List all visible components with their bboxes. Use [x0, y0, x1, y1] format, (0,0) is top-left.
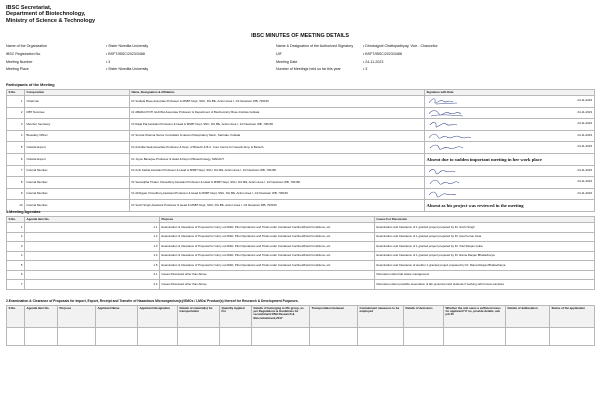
signature-cell — [425, 165, 595, 177]
sno-cell: 6 — [7, 270, 25, 280]
agenda-table — [6, 216, 595, 290]
info-value: • 3 — [106, 59, 111, 64]
column-header: Name ,Designation & Affiliation — [130, 90, 425, 96]
table-row — [7, 270, 595, 280]
empty-cell — [358, 328, 404, 346]
signature-cell — [425, 130, 595, 142]
signature-cell — [425, 153, 595, 165]
handwritten-signature — [427, 166, 477, 177]
composition-cell: Internal Member — [25, 188, 130, 200]
table-row — [7, 328, 595, 346]
info-label: Meeting Number — [6, 59, 33, 64]
info-value: • BSFT/IBSC/2023/3488 — [363, 51, 402, 56]
signature-date: 24-11-2023 — [577, 109, 592, 114]
name-cell: Dr Abhigyan Choudhury,Assistant Professor & Head & MSBT Dept, SNU, DG Blk, Action Area I, 1/2 Newtown WB, 700156 — [130, 188, 425, 200]
sno-cell: 3 — [7, 242, 25, 252]
purpose-cell: Examination & Clearance of Proposal for Carry out R&D, Pilot Operations and Trials under Contained Confined/Field Conditions, etc — [160, 223, 375, 233]
empty-cell — [7, 328, 25, 346]
composition-cell: Outside Expert — [25, 153, 130, 165]
agenda-item-cell: 1.4 — [25, 251, 160, 261]
info-row — [6, 43, 594, 51]
info-row — [6, 66, 594, 74]
purpose-cell: Issues Discussed other than Above — [160, 270, 375, 280]
agenda-section-title: 1.Meeting Agendas — [6, 210, 41, 214]
empty-cell — [138, 328, 178, 346]
column-header: S.No. — [7, 217, 25, 223]
issuer-header — [6, 5, 95, 24]
handwritten-signature — [427, 96, 477, 107]
issue-cell: Examination and Clearance of 1 granted project prepared by Dr. Ipsa Kumar Jana — [375, 232, 595, 242]
composition-cell: Internal Member — [25, 177, 130, 189]
info-label: Meeting Place — [6, 67, 29, 72]
column-header: S.No. — [7, 306, 25, 328]
handwritten-signature — [427, 142, 477, 153]
info-value: • Dhrubajyoti Chattopadhyay, Vice - Chancellor — [363, 44, 438, 48]
table-row — [7, 165, 595, 177]
column-header: Agenda Item No. — [25, 217, 160, 223]
agenda-item-cell: 1.2 — [25, 232, 160, 242]
name-cell: Dr Sudipta Bose,Associate Professor & MSBT Dept, SNU, DG Blk, Action Area I, 1/2 Newtown WB, 700156 — [130, 96, 425, 108]
table-row — [7, 261, 595, 271]
signature-date: 24-11-2023 — [577, 132, 592, 137]
sno-cell: 1 — [7, 96, 25, 108]
empty-cell — [506, 328, 550, 346]
empty-cell — [25, 328, 58, 346]
sno-cell: 3 — [7, 119, 25, 131]
purpose-cell: Issues Discussed other than Above — [160, 280, 375, 290]
name-cell: Dr Amit Sarkar,Assistant Professor & Head & MSBT Dept, SNU, DG Blk, Action Area I, 1/2 Newtown WB, 700156 — [130, 165, 425, 177]
column-header: Composition — [25, 90, 130, 96]
table-row — [7, 223, 595, 233]
signature-date: 24-11-2023 — [577, 121, 592, 126]
column-header: S.No. — [7, 90, 25, 96]
purpose-cell: Examination & Clearance of Proposal for Carry out R&D, Pilot Operations and Trials under Contained Confined/Field Conditions, etc — [160, 261, 375, 271]
signature-date: 24-11-2023 — [577, 144, 592, 149]
table-row — [7, 242, 595, 252]
column-header: Signature with Date — [425, 90, 595, 96]
name-cell: Dr Anindita Seal,Associate Professor & Dept. of Biotech & B.C. Cure Centre for Genetic Eng. & Biotech. — [130, 142, 425, 154]
info-label: IBSC Registration No. — [6, 51, 42, 56]
signature-cell — [425, 200, 595, 212]
purpose-cell: Examination & Clearance of Proposal for Carry out R&D, Pilot Operations and Trials under Contained Confined/Field Conditions, etc — [160, 232, 375, 242]
issuer-line-2: Department of Biotechnology, — [6, 11, 86, 18]
participants-table — [6, 89, 595, 212]
empty-cell — [550, 328, 595, 346]
sno-cell: 10 — [7, 200, 25, 212]
sno-cell: 8 — [7, 177, 25, 189]
document-title: IBSC MINUTES OF MEETING DETAILS — [251, 33, 349, 39]
column-header: Status of the application — [550, 306, 595, 328]
name-cell: Dr Rajat Pal,Assistant Professor & Head & MSBT Dept, SNU, DG Blk, Action Area I, 1/2 Newtown WB, 700156 — [130, 119, 425, 131]
empty-cell — [444, 328, 506, 346]
issue-cell: Examination and Clearance of 1 granted project prepared by Dr. Rama Ranjan Bhattacharya — [375, 251, 595, 261]
name-cell: Dr ABHRAJYOTI GHOSH,Associate Professor & Department of Biochemistry Bose Institute Kolkata — [130, 107, 425, 119]
sno-cell: 4 — [7, 251, 25, 261]
info-value: • 24-11-2023 — [363, 59, 384, 64]
info-value: • 3 — [363, 67, 368, 72]
info-label: Name & Designation of the Authorized Signatory — [276, 44, 354, 48]
info-row — [6, 51, 594, 59]
name-cell: Dr Sumita Sharma,Senior Consultant & Head of Respiratory Medi., Salt lake, Kolkata — [130, 130, 425, 142]
info-value: • BSFT/IBSC/2023/3488 — [106, 51, 145, 56]
sno-cell: 5 — [7, 142, 25, 154]
info-value: • Sister Nivedita University — [106, 67, 149, 72]
assessment-table — [6, 305, 595, 346]
empty-cell — [96, 328, 138, 346]
empty-cell — [178, 328, 220, 346]
table-row — [7, 232, 595, 242]
table-header-row — [7, 306, 595, 328]
handwritten-signature — [427, 108, 477, 119]
table-row — [7, 280, 595, 290]
table-row — [7, 251, 595, 261]
handwritten-signature — [427, 119, 477, 130]
issue-cell: Examination and Clearance of 1 granted project prepared by Dr. Suchi Singh — [375, 223, 595, 233]
table-row — [7, 153, 595, 165]
info-label: UIF — [276, 51, 282, 56]
composition-cell: Internal Member — [25, 165, 130, 177]
purpose-cell: Examination & Clearance of Proposal for Carry out R&D, Pilot Operations and Trials under Contained Confined/Field Conditions, etc — [160, 251, 375, 261]
agenda-item-cell: 1.3 — [25, 242, 160, 252]
info-label: Name of the Organization — [6, 44, 47, 48]
table-row — [7, 119, 595, 131]
info-value: • Sister Nivedita University — [106, 44, 149, 48]
agenda-item-cell: 2.1 — [25, 270, 160, 280]
column-header: Details of deliberation — [506, 306, 550, 328]
signature-date: 24-11-2023 — [577, 190, 592, 195]
composition-cell: Chairman — [25, 96, 130, 108]
signature-date: 24-11-2023 — [577, 179, 592, 184]
handwritten-signature — [427, 177, 477, 188]
sno-cell: 5 — [7, 261, 25, 271]
signature-cell — [425, 188, 595, 200]
signature-cell — [425, 177, 595, 189]
sno-cell: 7 — [7, 165, 25, 177]
composition-cell: Internal Member — [25, 200, 130, 212]
signature-cell — [425, 142, 595, 154]
name-cell: Dr Samarjitha Thakur Chowdhury,Assistant Professor & Head & MSBT Dept, SNU, DG Blk, Action Area I, 1/2 Newtown WB, 700156 — [130, 177, 425, 189]
sno-cell: 9 — [7, 188, 25, 200]
column-header: Purpose — [58, 306, 96, 328]
column-header: Agenda Item No. — [25, 306, 58, 328]
signature-cell — [425, 107, 595, 119]
info-row — [6, 59, 594, 67]
signature-cell — [425, 119, 595, 131]
column-header: Details of decisions — [404, 306, 444, 328]
handwritten-signature — [427, 131, 477, 142]
table-row — [7, 107, 595, 119]
column-header: Details of belonging to RG group, as per Regulations & Guidelines for recombinant DNA Research & Biocontainment,2017 — [252, 306, 310, 328]
absence-note: Absent due to sudden important meeting in her work place — [426, 156, 542, 162]
issue-cell: Examination and Clearance of another 1 granted project prepared by Dr. Rama Ranjan Bhattacharya — [375, 261, 595, 271]
issue-cell: Discussion about lab waste management — [375, 270, 595, 280]
name-cell: Dr Suchi Singh,Assistant Professor & Head & MSBT Dept, SNU, DG Blk, Action Area I, 1/2 Newtown WB, 700156 — [130, 200, 425, 212]
column-header: Issues For Discussion — [375, 217, 595, 223]
meeting-info — [6, 43, 594, 74]
composition-cell: DBT Nominee — [25, 107, 130, 119]
column-header: Quantity Applied For — [220, 306, 252, 328]
sno-cell: 2 — [7, 107, 25, 119]
sno-cell: 6 — [7, 153, 25, 165]
signature-date: 24-11-2023 — [577, 167, 592, 172]
agenda-item-cell: 1.5 — [25, 261, 160, 271]
empty-cell — [58, 328, 96, 346]
issuer-line-3: Ministry of Science & Technology — [6, 17, 96, 24]
column-header: Transportation between — [310, 306, 358, 328]
table-row — [7, 142, 595, 154]
table-row — [7, 96, 595, 108]
agenda-item-cell: 2.2 — [25, 280, 160, 290]
column-header: Applicant Designation — [138, 306, 178, 328]
signature-date: 24-11-2023 — [577, 98, 592, 102]
table-row — [7, 130, 595, 142]
column-header: Whether the unit owns a sufficient mass for applicant? If no, provide details, ask job ID — [444, 306, 506, 328]
composition-cell: Biosafety Officer — [25, 130, 130, 142]
handwritten-signature — [427, 189, 477, 200]
table-row — [7, 188, 595, 200]
info-label: Number of Meetings held so far this year — [276, 67, 341, 72]
column-header: Applicant Name — [96, 306, 138, 328]
composition-cell: Outside Expert — [25, 142, 130, 154]
composition-cell: Member Secretary — [25, 119, 130, 131]
agenda-item-cell: 1.1 — [25, 223, 160, 233]
column-header: Containment measures to be employed — [358, 306, 404, 328]
participants-section-title: Participants of the Meeting — [6, 83, 55, 87]
sno-cell: 1 — [7, 223, 25, 233]
sno-cell: 4 — [7, 130, 25, 142]
issue-cell: Examination and Clearance of 1 granted project prepared by Dr. Vitul Ranjan Guha — [375, 242, 595, 252]
column-header: Purpose — [160, 217, 375, 223]
info-label: Meeting Date — [276, 59, 298, 64]
absence-note: Absent as his project was reviewed in the meeting — [426, 203, 524, 209]
table-row — [7, 200, 595, 212]
column-header: Details of material(s) for transportation — [178, 306, 220, 328]
purpose-cell: Examination & Clearance of Proposal for Carry out R&D, Pilot Operations and Trials under Contained Confined/Field Conditions, etc — [160, 242, 375, 252]
empty-cell — [310, 328, 358, 346]
sno-cell: 2 — [7, 232, 25, 242]
issuer-line-1: IBSC Secretariat, — [6, 5, 52, 11]
empty-cell — [404, 328, 444, 346]
sno-cell: 7 — [7, 280, 25, 290]
issue-cell: Discussion about possible reservation of lab personnel and students if working with human samples — [375, 280, 595, 290]
empty-cell — [220, 328, 252, 346]
empty-cell — [252, 328, 310, 346]
table-row — [7, 177, 595, 189]
assessment-section-title: 2.Examination & Clearance of Proposals for Import, Export, Receipt and Transfer of Hazardous Microorganism(s)/GMOs / LMOs/ Product(s) thereof for Research & Development Purposes. — [6, 299, 299, 303]
signature-cell — [425, 96, 595, 108]
name-cell: Dr Joyce Banerjee,Professor & Head & Dept of Biotechnology, MAKAUT — [130, 153, 425, 165]
